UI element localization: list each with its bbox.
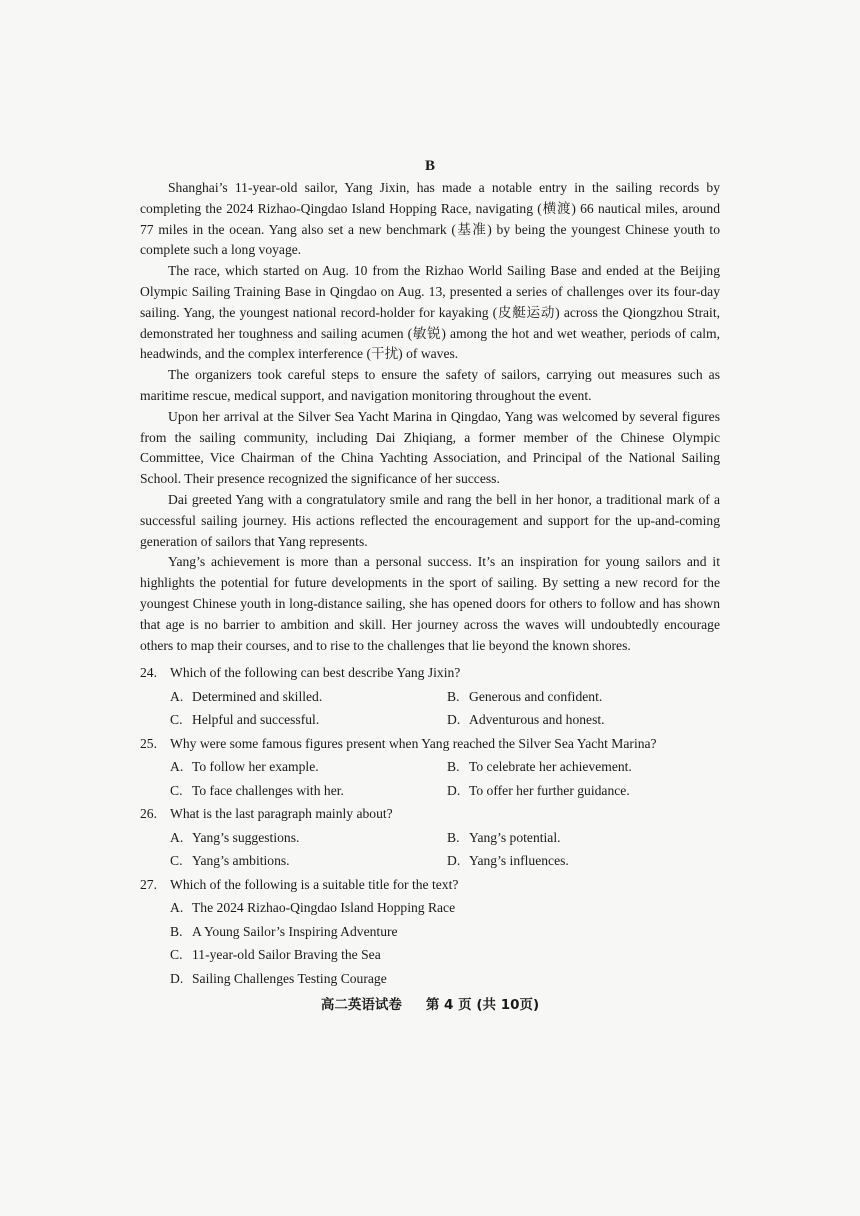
option-a[interactable]: A. Yang’s suggestions.	[170, 829, 300, 845]
option-b[interactable]: B. Generous and confident.	[447, 688, 603, 704]
passage-paragraph: Dai greeted Yang with a congratulatory smile and rang the bell in her honor, a traditional mark of a successful sailing journey. His actions reflected the encouragement and support for the up-and-coming generation of sailors that Yang represents.	[140, 491, 720, 549]
question-stem: Which of the following is a suitable title for the text?	[170, 876, 459, 892]
option-b[interactable]: B. To celebrate her achievement.	[447, 759, 632, 774]
question-stem: Which of the following can best describe Yang Jixin?	[170, 665, 461, 680]
question-number: 26.	[140, 806, 157, 821]
exam-name: 高二英语试卷	[320, 997, 402, 1013]
option-b[interactable]: B. A Young Sailor’s Inspiring Adventure	[170, 923, 398, 939]
question-26	[140, 802, 730, 826]
option-d[interactable]: D. Adventurous and honest.	[447, 712, 605, 727]
passage-paragraph: Shanghai’s 11-year-old sailor, Yang Jixin, has made a notable entry in the sailing records by completing the 2024 Rizhao-Qingdao Island Hopping Race, navigating (横渡) 66 nautical miles, around 77 miles in the ocean. Yang also set a new benchmark (基准) by being the youngest Chinese youth to complete such a long voyage.	[140, 180, 720, 258]
page-footer	[0, 993, 860, 1013]
passage-paragraph: The race, which started on Aug. 10 from the Rizhao World Sailing Base and ended at the Beijing Olympic Sailing Training Base in Qingdao on Aug. 13, presented a series of challenges over its four-day sailing. Yang, the youngest national record-holder for kayaking (皮艇运动) across the Qiongzhou Strait, demonstrated her toughness and sailing acumen (敏锐) among the hot and wet weather, periods of calm, headwinds, and the complex interference (干扰) of waves.	[140, 263, 720, 362]
option-row	[140, 779, 730, 803]
question-24	[140, 661, 730, 685]
question-number: 25.	[140, 735, 157, 751]
option-c[interactable]: C. Helpful and successful.	[170, 712, 320, 727]
passage-paragraph: Upon her arrival at the Silver Sea Yacht Marina in Qingdao, Yang was welcomed by several figures from the sailing community, including Dai Zhiqiang, a former member of the Chinese Olympic Committee, Vice Chairman of the China Yachting Association, and Principal of the National Sailing School. Their presence recognized the significance of her success.	[140, 408, 720, 487]
option-d[interactable]: D. Yang’s influences.	[447, 853, 569, 868]
option-d[interactable]: D. Sailing Challenges Testing Courage	[170, 970, 387, 986]
question-stem: What is the last paragraph mainly about?	[170, 806, 393, 821]
question-25	[140, 732, 730, 756]
question-list	[140, 661, 730, 990]
option-c[interactable]: C. Yang’s ambitions.	[170, 853, 290, 868]
option-a[interactable]: A. To follow her example.	[170, 759, 319, 774]
passage-paragraph: The organizers took careful steps to ensure the safety of sailors, carrying out measures such as maritime rescue, medical support, and navigation monitoring throughout the event.	[140, 367, 720, 403]
option-c[interactable]: C. To face challenges with her.	[170, 782, 344, 798]
option-b[interactable]: B. Yang’s potential.	[447, 829, 561, 845]
question-stem: Why were some famous figures present when Yang reached the Silver Sea Yacht Marina?	[170, 735, 657, 751]
question-27	[140, 873, 730, 897]
option-c[interactable]: C. 11-year-old Sailor Braving the Sea	[170, 947, 381, 962]
option-row	[140, 685, 730, 709]
section-title: B	[424, 158, 435, 174]
option-row	[140, 708, 730, 732]
option-row	[140, 826, 730, 850]
question-number: 24.	[140, 665, 157, 680]
option-row	[140, 755, 730, 779]
reading-passage	[140, 178, 720, 656]
page-number: 第 4 页 (共 10页)	[425, 997, 540, 1013]
option-row	[140, 849, 730, 873]
option-d[interactable]: D. To offer her further guidance.	[447, 782, 630, 798]
question-number: 27.	[140, 876, 157, 892]
passage-paragraph: Yang’s achievement is more than a personal success. It’s an inspiration for young sailors and it highlights the potential for future developments in the sport of sailing. By setting a new record for the youngest Chinese youth in long-distance sailing, she has opened doors for others to follow and has shown that age is no barrier to ambition and skill. Her journey across the waves will undoubtedly encourage others to map their courses, and to rise to the challenges that lie beyond the known shores.	[140, 554, 720, 653]
option-a[interactable]: A. The 2024 Rizhao-Qingdao Island Hopping Race	[170, 900, 456, 915]
option-a[interactable]: A. Determined and skilled.	[170, 688, 323, 704]
